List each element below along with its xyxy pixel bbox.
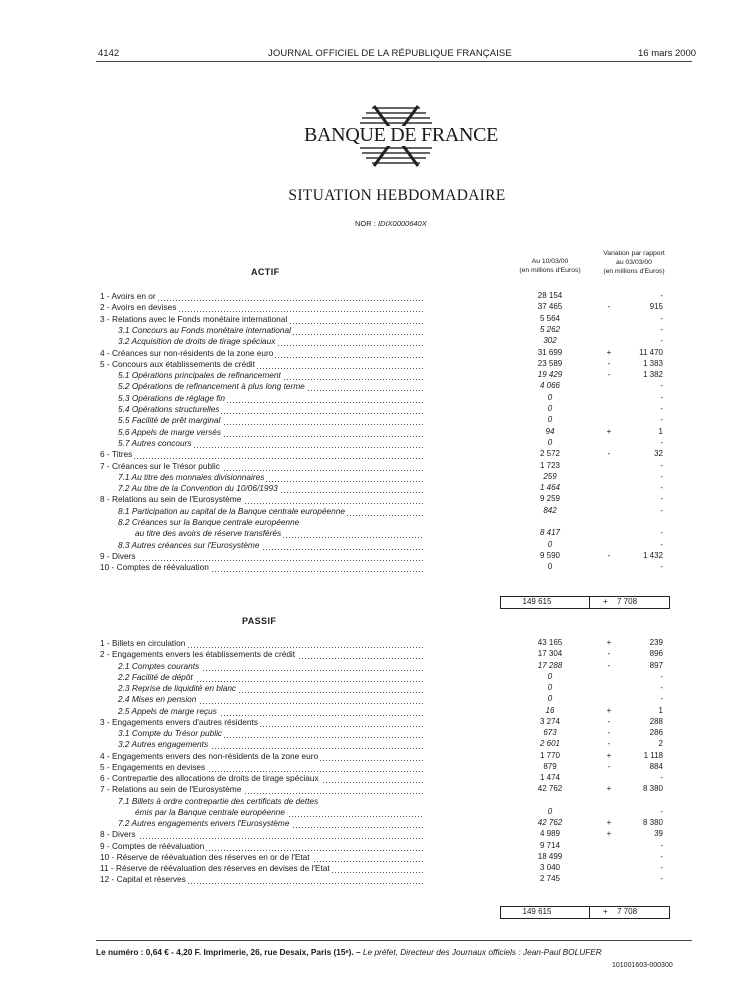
- row-label: [118, 404, 424, 414]
- row-value: 3 040: [539, 863, 561, 872]
- row-change-value: -: [660, 851, 663, 861]
- table-row: [0, 661, 754, 672]
- table-row: [0, 415, 754, 426]
- row-label-text: 5 - Engagements en devises: [100, 761, 206, 772]
- row-label-text: 1 - Avoirs en or: [100, 291, 156, 301]
- row-label-text: 8.3 Autres créances sur l'Eurosystème: [118, 539, 260, 550]
- footer-divider: [96, 940, 692, 941]
- table-row: [0, 291, 754, 302]
- row-value: 2 745: [539, 874, 561, 884]
- row-change-value: -: [660, 773, 663, 782]
- column-header-variation: [593, 249, 675, 276]
- row-change-value: -: [660, 381, 663, 391]
- row-label: [118, 728, 424, 738]
- table-row: [0, 672, 754, 683]
- row-label: [100, 348, 424, 358]
- row-label-text: 3 - Engagements envers d'autres résidents: [100, 716, 258, 727]
- row-label-text: 2 - Engagements envers les établissements de crédit: [100, 649, 296, 660]
- row-label: [100, 291, 424, 301]
- row-label: [100, 874, 424, 884]
- row-change-value: -: [660, 806, 663, 816]
- row-value: 5 564: [539, 313, 561, 323]
- row-label: [100, 649, 424, 659]
- row-change-sign: -: [607, 739, 611, 749]
- table-row: [0, 393, 754, 404]
- column-header-main-line: Au 10/03/00: [531, 258, 569, 265]
- row-value: 17 304: [537, 649, 563, 659]
- journal-title: JOURNAL OFFICIEL DE LA RÉPUBLIQUE FRANÇAISE: [268, 48, 512, 59]
- row-label-text: 2.4 Mises en pension: [118, 694, 197, 705]
- publication-date: 16 mars 2000: [638, 48, 697, 59]
- row-value: 0: [547, 392, 553, 402]
- actif-total-change: 7 708: [617, 597, 638, 606]
- row-change-value: 11 470: [639, 347, 663, 357]
- footer-code: 101001603-000300: [612, 962, 673, 969]
- row-value: 673: [543, 728, 557, 737]
- row-change-sign: +: [606, 638, 612, 647]
- table-row: [0, 348, 754, 359]
- row-change-sign: +: [606, 750, 612, 760]
- row-change-value: 896: [649, 649, 663, 659]
- row-label-text: 7.2 Autres engagements envers l'Eurosystème: [118, 818, 290, 828]
- row-change-sign: -: [607, 302, 611, 312]
- row-value: 8 417: [539, 528, 561, 538]
- row-value: 302: [543, 336, 557, 346]
- table-row: [0, 638, 754, 649]
- row-label: [100, 302, 424, 312]
- row-label: [100, 638, 424, 648]
- row-value: 9 259: [539, 494, 561, 504]
- row-label: [118, 661, 424, 671]
- row-label-text: 7.2 Au titre de la Convention du 10/06/1993: [118, 483, 278, 494]
- row-value: 43 165: [537, 638, 563, 647]
- row-label-text: 2.5 Appels de marge reçus: [118, 705, 217, 716]
- row-change-sign: -: [607, 358, 611, 368]
- table-row: [0, 381, 754, 392]
- row-value: 0: [547, 415, 553, 425]
- table-row: [0, 528, 754, 539]
- row-label: [118, 370, 424, 380]
- row-change-value: -: [660, 291, 663, 300]
- row-change-value: 2: [658, 739, 663, 749]
- row-change-value: -: [660, 562, 663, 572]
- row-value: 17 288: [537, 660, 563, 670]
- row-label: [118, 483, 424, 493]
- row-value: 259: [543, 471, 557, 481]
- row-label: [100, 852, 424, 862]
- row-value: 0: [547, 694, 553, 704]
- row-change-value: 1 382: [642, 370, 663, 380]
- row-label-text: 1 - Billets en circulation: [100, 638, 186, 648]
- row-label-text: 3.1 Concours au Fonds monétaire international: [118, 324, 291, 335]
- row-label-text: 9 - Divers: [100, 550, 136, 561]
- row-label-text: 2 - Avoirs en devises: [100, 302, 177, 313]
- row-change-value: 915: [649, 302, 663, 312]
- row-label: [100, 461, 424, 471]
- row-label: [100, 494, 424, 504]
- row-label-text: 2.1 Comptes courants: [118, 660, 200, 671]
- row-label-text: 5.3 Opérations de réglage fin: [118, 392, 226, 403]
- row-change-value: -: [660, 694, 663, 704]
- row-change-value: -: [660, 324, 663, 334]
- row-label-text: émis par la Banque centrale européenne: [135, 806, 285, 817]
- table-row: [0, 773, 754, 784]
- table-row: [0, 336, 754, 347]
- row-label-text: 3.1 Compte du Trésor public: [118, 728, 223, 738]
- total-divider: [589, 597, 590, 608]
- row-label-text: 2.3 Reprise de liquidité en blanc: [118, 683, 237, 693]
- row-value: 1 723: [539, 460, 561, 470]
- row-change-sign: -: [607, 716, 611, 726]
- row-value: 0: [547, 539, 553, 549]
- passif-total-value: 149 615: [522, 907, 552, 916]
- table-row: [0, 438, 754, 449]
- footer-director: Le préfet, Directeur des Journaux officiels : Jean-Paul BOLUFER: [362, 947, 602, 957]
- table-row: [0, 717, 754, 728]
- row-label: [100, 773, 424, 783]
- row-value: 1 474: [539, 773, 561, 782]
- row-change-value: -: [660, 313, 663, 323]
- row-label: [118, 506, 424, 516]
- row-value: 94: [545, 426, 555, 436]
- column-header-main-line: (en millions d'Euros): [519, 267, 581, 274]
- table-row: [0, 762, 754, 773]
- row-label: [118, 796, 424, 806]
- table-row: [0, 694, 754, 705]
- row-label-text: 5.1 Opérations principales de refinancement: [118, 370, 281, 381]
- table-row: [0, 739, 754, 750]
- row-value: 9 714: [539, 840, 561, 850]
- table-row: [0, 683, 754, 694]
- row-change-value: -: [660, 874, 663, 884]
- row-change-value: 39: [654, 829, 663, 839]
- table-row: [0, 796, 754, 807]
- column-header-variation-line: Variation par rapport: [603, 250, 665, 257]
- row-label: [118, 415, 424, 425]
- row-label: [118, 683, 424, 693]
- row-label: [100, 449, 424, 459]
- row-label: [100, 562, 424, 572]
- row-label: [118, 472, 424, 482]
- row-label-text: 5 - Concours aux établissements de crédit: [100, 358, 255, 369]
- row-value: 31 699: [537, 347, 563, 357]
- row-label: [118, 336, 424, 346]
- row-label-text: 10 - Comptes de réévaluation: [100, 562, 209, 573]
- row-change-value: -: [660, 528, 663, 538]
- row-label-text: 10 - Réserve de réévaluation des réserves en or de l'Etat: [100, 851, 310, 862]
- actif-total-sign: +: [603, 597, 608, 606]
- row-change-value: -: [660, 437, 663, 447]
- table-row: [0, 562, 754, 573]
- row-change-value: 1 383: [642, 358, 663, 368]
- row-change-value: -: [660, 494, 663, 504]
- table-row: [0, 874, 754, 885]
- row-label: [135, 807, 424, 817]
- row-value: 0: [547, 671, 553, 681]
- row-value: 0: [547, 437, 553, 447]
- row-label-text: 5.4 Opérations structurelles: [118, 404, 220, 414]
- row-change-value: 1: [658, 426, 663, 436]
- row-label: [118, 427, 424, 437]
- row-change-sign: -: [607, 649, 611, 659]
- row-value: 0: [547, 806, 553, 816]
- row-label: [100, 551, 424, 561]
- row-change-value: 239: [649, 638, 663, 647]
- table-row: [0, 706, 754, 717]
- row-label-text: au titre des avoirs de réserve transférés: [135, 528, 282, 539]
- row-change-value: -: [660, 863, 663, 872]
- table-row: [0, 540, 754, 551]
- row-value: 9 590: [539, 550, 561, 560]
- row-label-text: 3.2 Autres engagements: [118, 739, 209, 750]
- table-row: [0, 472, 754, 483]
- row-change-value: -: [660, 683, 663, 692]
- table-row: [0, 427, 754, 438]
- table-row: [0, 751, 754, 762]
- row-value: 19 429: [537, 370, 563, 380]
- table-row: [0, 807, 754, 818]
- passif-total-box: [500, 906, 670, 919]
- table-row: [0, 551, 754, 562]
- row-label-text: 5.2 Opérations de refinancement à plus long terme: [118, 381, 305, 392]
- table-row: [0, 784, 754, 795]
- row-label: [100, 841, 424, 851]
- row-label-text: 7.1 Au titre des monnaies divisionnaires: [118, 471, 265, 482]
- total-divider: [589, 907, 590, 918]
- table-row: [0, 404, 754, 415]
- row-label: [100, 717, 424, 727]
- row-label: [118, 706, 424, 716]
- row-change-value: 32: [654, 449, 663, 459]
- row-label-text: 11 - Réserve de réévaluation des réserves en devises de l'Etat: [100, 863, 330, 873]
- column-header-variation-line: (en millions d'Euros): [603, 268, 665, 275]
- row-label: [118, 540, 424, 550]
- table-row: [0, 302, 754, 313]
- table-row: [0, 818, 754, 829]
- row-change-value: -: [660, 471, 663, 481]
- row-label-text: 4 - Créances sur non-résidents de la zone euro: [100, 347, 274, 358]
- row-label: [100, 784, 424, 794]
- table-row: [0, 314, 754, 325]
- row-change-value: 8 380: [642, 818, 663, 827]
- row-label: [100, 762, 424, 772]
- row-change-value: -: [660, 671, 663, 681]
- row-label: [118, 672, 424, 682]
- row-value: 2 601: [539, 739, 561, 749]
- row-change-value: -: [660, 336, 663, 346]
- row-value: 1 464: [539, 483, 561, 493]
- row-value: 4 066: [539, 381, 561, 391]
- row-value: 4 989: [539, 829, 561, 839]
- row-label-text: 7.1 Billets à ordre contrepartie des certificats de dettes: [118, 795, 319, 806]
- row-label-text: 8.2 Créances sur la Banque centrale européenne: [118, 517, 300, 527]
- row-change-value: 8 380: [642, 784, 663, 794]
- row-label-text: 6 - Titres: [100, 449, 133, 460]
- nor-label: NOR :: [355, 219, 376, 228]
- actif-total-value: 149 615: [522, 597, 552, 606]
- row-label: [100, 863, 424, 873]
- row-change-value: -: [660, 415, 663, 425]
- row-value: 37 465: [537, 302, 563, 312]
- row-change-value: 288: [649, 716, 663, 726]
- row-change-sign: +: [606, 784, 612, 794]
- document-title: SITUATION HEBDOMADAIRE: [288, 187, 506, 204]
- table-row: [0, 863, 754, 874]
- row-value: 842: [543, 505, 557, 515]
- row-label: [100, 829, 424, 839]
- row-change-sign: -: [607, 370, 611, 380]
- passif-total-change: 7 708: [617, 907, 638, 916]
- table-row: [0, 325, 754, 336]
- row-value: 42 762: [537, 784, 563, 794]
- logo-text: BANQUE DE FRANCE: [304, 124, 499, 146]
- row-change-value: 897: [649, 660, 663, 670]
- row-label-text: 8 - Relations au sein de l'Eurosystème: [100, 494, 242, 505]
- row-change-value: -: [660, 392, 663, 402]
- row-change-value: -: [660, 539, 663, 549]
- row-label-text: 8.1 Participation au capital de la Banque centrale européenne: [118, 505, 345, 516]
- page-number: 4142: [98, 48, 120, 59]
- row-label-text: 9 - Comptes de réévaluation: [100, 840, 205, 851]
- nor-value: IDIX0000640X: [377, 219, 427, 228]
- table-row: [0, 649, 754, 660]
- row-change-sign: +: [606, 426, 612, 436]
- row-value: 1 770: [539, 750, 561, 760]
- table-row: [0, 841, 754, 852]
- table-row: [0, 517, 754, 528]
- row-change-value: 1: [658, 705, 663, 715]
- row-label: [118, 517, 424, 527]
- actif-total-box: [500, 596, 670, 609]
- row-label: [118, 694, 424, 704]
- row-value: 28 154: [537, 291, 563, 300]
- row-value: 42 762: [537, 818, 563, 827]
- footer-text: [96, 947, 602, 957]
- row-change-value: -: [660, 460, 663, 470]
- row-change-value: -: [660, 483, 663, 493]
- row-label: [100, 751, 424, 761]
- table-row: [0, 852, 754, 863]
- table-row: [0, 359, 754, 370]
- row-change-value: 1 432: [642, 550, 663, 560]
- row-value: 18 499: [537, 851, 563, 861]
- row-change-sign: +: [606, 347, 612, 357]
- row-change-value: -: [660, 404, 663, 413]
- table-row: [0, 370, 754, 381]
- row-change-value: 884: [649, 761, 663, 771]
- row-label-text: 5.5 Facilité de prêt marginal: [118, 415, 221, 426]
- column-header-main: [510, 257, 590, 275]
- row-change-sign: -: [607, 660, 611, 670]
- row-label-text: 7 - Relations au sein de l'Eurosystème: [100, 784, 242, 795]
- row-label-text: 3 - Relations avec le Fonds monétaire international: [100, 313, 288, 324]
- row-value: 16: [545, 705, 555, 715]
- row-label-text: 8 - Divers: [100, 829, 136, 840]
- row-change-sign: -: [607, 550, 611, 560]
- table-row: [0, 728, 754, 739]
- row-label: [118, 438, 424, 448]
- actif-section-title: ACTIF: [251, 267, 280, 277]
- column-header-variation-line: au 03/03/00: [616, 259, 652, 266]
- table-row: [0, 829, 754, 840]
- row-label: [118, 393, 424, 403]
- row-label-text: 4 - Engagements envers des non-résidents de la zone euro: [100, 750, 319, 761]
- row-value: 23 589: [537, 358, 563, 368]
- row-label-text: 7 - Créances sur le Trésor public: [100, 460, 220, 471]
- passif-total-sign: +: [603, 907, 608, 916]
- row-label-text: 12 - Capital et réserves: [100, 874, 186, 885]
- passif-section-title: PASSIF: [242, 616, 277, 626]
- row-label: [118, 818, 424, 828]
- row-label-text: 6 - Contrepartie des allocations de droits de tirage spéciaux: [100, 773, 319, 783]
- row-label-text: 2.2 Facilité de dépôt: [118, 671, 193, 682]
- row-label: [118, 325, 424, 335]
- row-value: 0: [547, 683, 553, 692]
- table-row: [0, 483, 754, 494]
- row-change-sign: -: [607, 761, 611, 771]
- table-row: [0, 506, 754, 517]
- row-value: 2 572: [539, 449, 561, 459]
- nor-reference: [355, 219, 427, 228]
- row-label: [100, 314, 424, 324]
- row-label-text: 5.7 Autres concours: [118, 437, 192, 448]
- header-divider: [96, 61, 692, 62]
- footer-price: Le numéro : 0,64 € - 4,20 F. Imprimerie, 26, rue Desaix, Paris (15ᵉ). –: [96, 947, 361, 957]
- row-label: [118, 739, 424, 749]
- table-row: [0, 449, 754, 460]
- row-value: 3 274: [539, 716, 561, 726]
- row-label: [135, 528, 424, 538]
- row-value: 0: [547, 562, 553, 572]
- table-row: [0, 494, 754, 505]
- row-label-text: 5.6 Appels de marge versés: [118, 426, 221, 437]
- row-label: [118, 381, 424, 391]
- row-change-sign: -: [607, 728, 611, 737]
- row-label-text: 3.2 Acquisition de droits de tirage spéciaux: [118, 336, 276, 347]
- row-change-value: -: [660, 505, 663, 515]
- row-value: 5 262: [539, 324, 561, 334]
- row-change-value: -: [660, 840, 663, 850]
- row-change-sign: -: [607, 449, 611, 459]
- row-change-value: 286: [649, 728, 663, 737]
- row-change-sign: +: [606, 705, 612, 715]
- table-row: [0, 461, 754, 472]
- row-change-value: 1 118: [643, 750, 663, 760]
- row-change-sign: +: [606, 818, 612, 827]
- row-change-sign: +: [606, 829, 612, 839]
- row-value: 879: [543, 761, 557, 771]
- row-label: [100, 359, 424, 369]
- row-value: 0: [547, 404, 553, 413]
